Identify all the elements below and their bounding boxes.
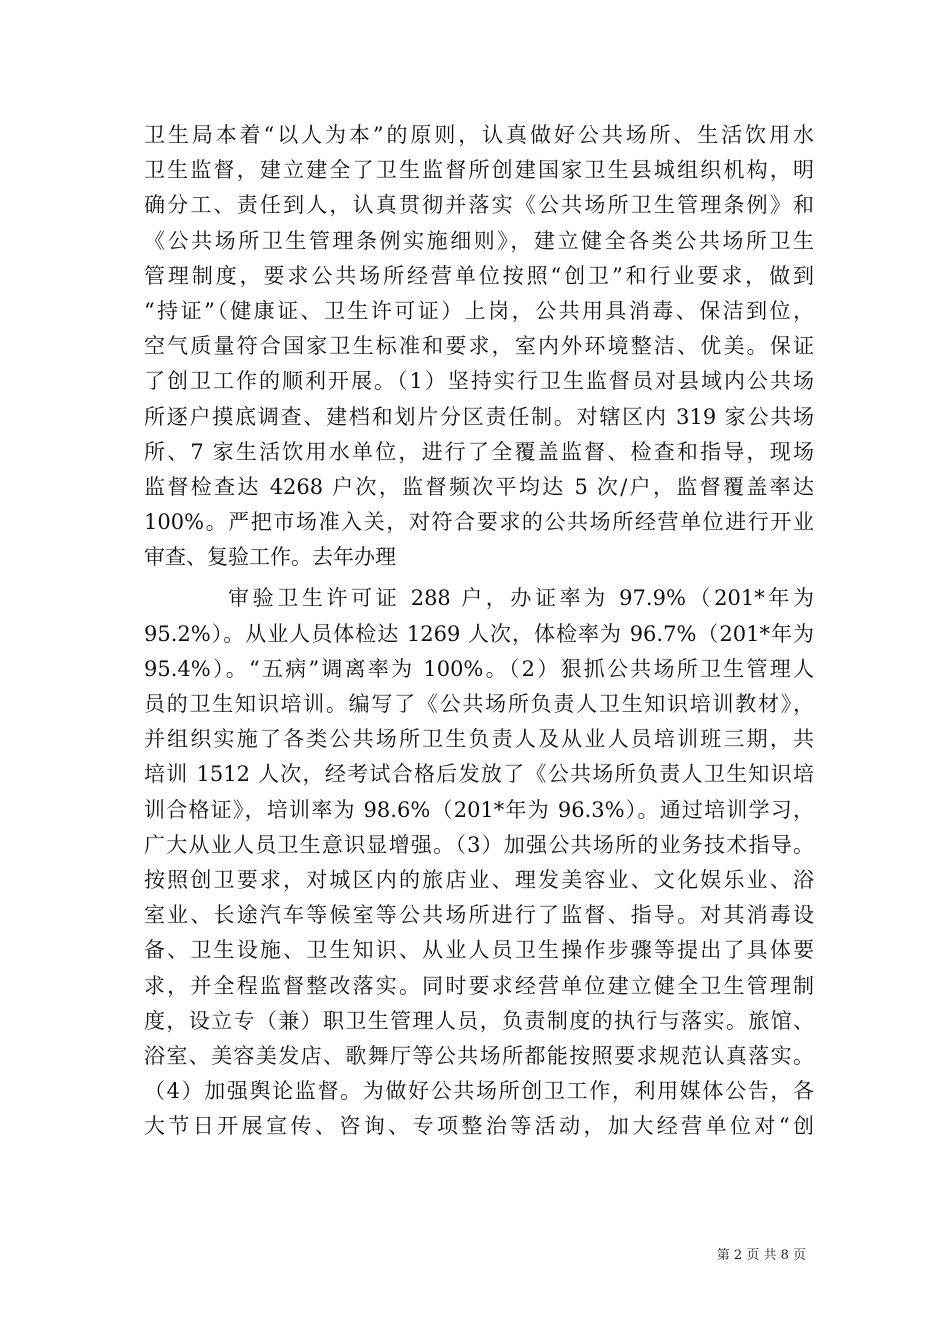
text-line: 了创卫工作的顺利开展。（1）坚持实行卫生监督员对县域内公共场 (144, 369, 814, 394)
text-line: 浴室、美容美发店、歌舞厅等公共场所都能按照要求规范认真落实。 (144, 1043, 814, 1068)
text-line: 备、卫生设施、卫生知识、从业人员卫生操作步骤等提出了具体要 (144, 938, 814, 963)
text-line: 按照创卫要求，对城区内的旅店业、理发美容业、文化娱乐业、浴 (144, 867, 814, 892)
text-line: 审验卫生许可证 288 户，办证率为 97.9%（201*年为 (228, 586, 814, 611)
text-line: “持证”（健康证、卫生许可证）上岗，公共用具消毒、保洁到位， (144, 298, 814, 323)
document-body (144, 118, 814, 1144)
text-line: 100%。严把市场准入关，对符合要求的公共场所经营单位进行开业 (144, 510, 814, 535)
text-line: 培训 1512 人次，经考试合格后发放了《公共场所负责人卫生知识培 (144, 762, 814, 787)
text-line: 95.2%）。从业人员体检达 1269 人次，体检率为 96.7%（201*年为 (144, 621, 814, 646)
text-line: 监督检查达 4268 户次，监督频次平均达 5 次/户，监督覆盖率达 (144, 474, 814, 499)
text-line: 训合格证》，培训率为 98.6%（201*年为 96.3%）。通过培训学习， (144, 797, 814, 822)
text-line: 大节日开展宣传、咨询、专项整治等活动，加大经营单位对“创 (144, 1114, 814, 1139)
text-line: 空气质量符合国家卫生标准和要求，室内外环境整洁、优美。保证 (144, 334, 814, 359)
text-line: 《公共场所卫生管理条例实施细则》，建立健全各类公共场所卫生 (144, 228, 814, 253)
text-line: 所、7 家生活饮用水单位，进行了全覆盖监督、检查和指导，现场 (144, 439, 814, 464)
paragraph-1 (144, 118, 814, 575)
text-line: 室业、长途汽车等候室等公共场所进行了监督、指导。对其消毒设 (144, 903, 814, 928)
text-line: 广大从业人员卫生意识显增强。（3）加强公共场所的业务技术指导。 (144, 832, 814, 857)
text-line: （4）加强舆论监督。为做好公共场所创卫工作，利用媒体公告，各 (144, 1079, 814, 1104)
page-number: 第 2 页 共 8 页 (716, 1248, 806, 1263)
text-line: 95.4%）。“五病”调离率为 100%。（2）狠抓公共场所卫生管理人 (144, 656, 814, 681)
paragraph-2 (144, 581, 814, 1144)
text-line: 卫生监督，建立建全了卫生监督所创建国家卫生县城组织机构，明 (144, 158, 814, 183)
text-line: 员的卫生知识培训。编写了《公共场所负责人卫生知识培训教材》， (144, 692, 814, 716)
text-line: 所逐户摸底调查、建档和划片分区责任制。对辖区内 319 家公共场 (144, 404, 814, 429)
text-line: 确分工、责任到人，认真贯彻并落实《公共场所卫生管理条例》和 (144, 193, 814, 218)
text-line: 度，设立专（兼）职卫生管理人员，负责制度的执行与落实。旅馆、 (144, 1008, 814, 1033)
text-line: 卫生局本着“以人为本”的原则，认真做好公共场所、生活饮用水 (144, 123, 814, 147)
text-line: 管理制度，要求公共场所经营单位按照“创卫”和行业要求，做到 (144, 263, 814, 288)
text-line: 求，并全程监督整改落实。同时要求经营单位建立健全卫生管理制 (144, 973, 814, 998)
text-line: 并组织实施了各类公共场所卫生负责人及从业人员培训班三期，共 (144, 727, 814, 752)
text-line: 审查、复验工作。去年办理 (144, 545, 396, 570)
